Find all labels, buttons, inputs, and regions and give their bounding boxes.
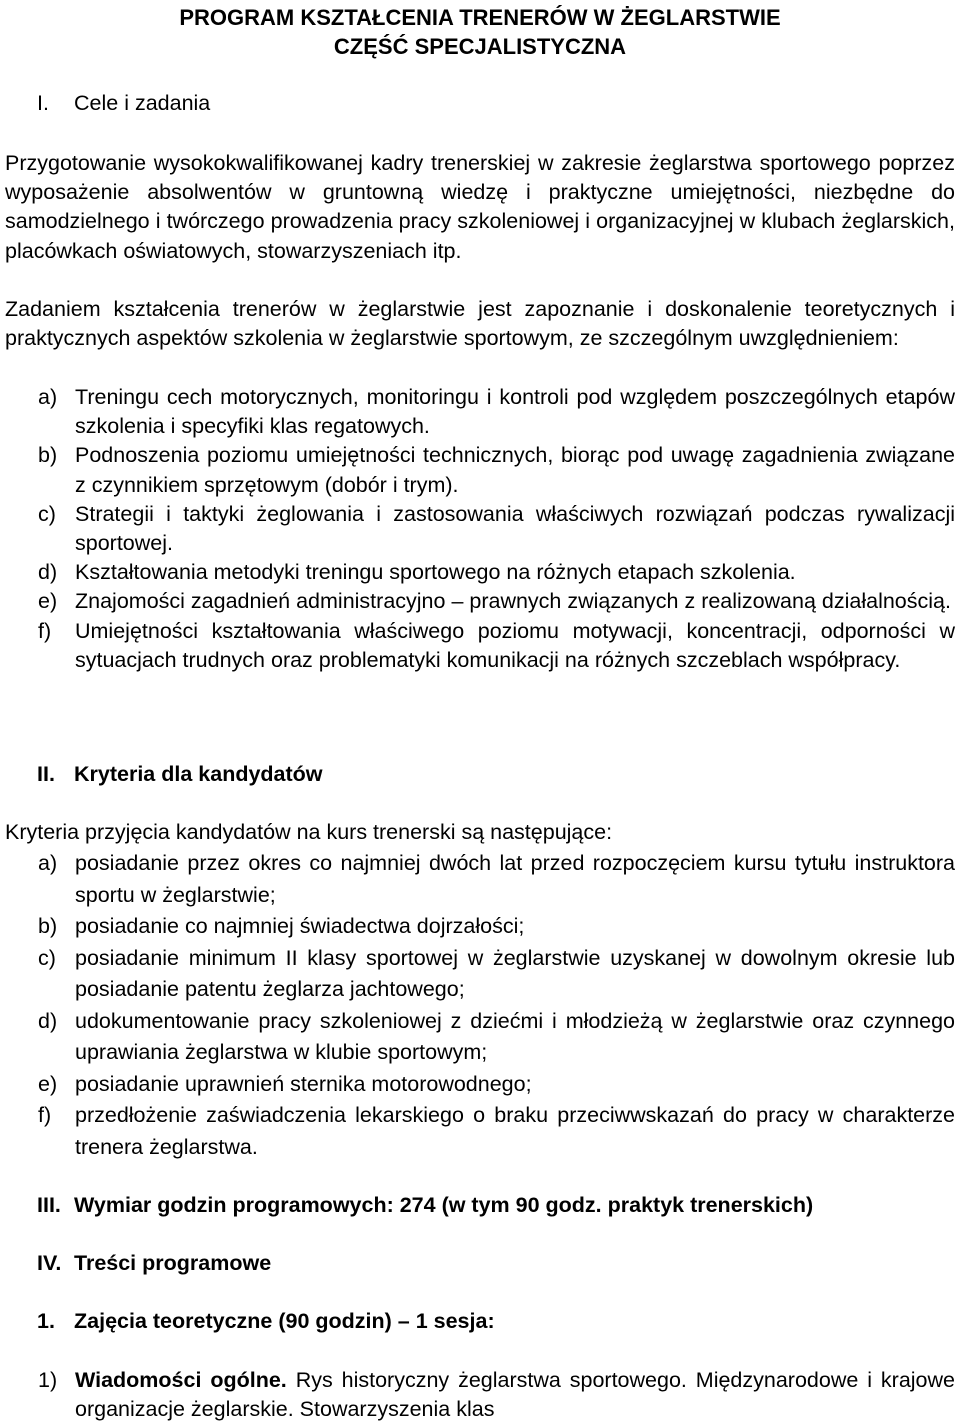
list-item bbox=[5, 848, 955, 911]
list-item-letter: c) bbox=[38, 501, 56, 526]
list-item-text: posiadanie uprawnień sternika motorowodnego; bbox=[75, 1071, 532, 1096]
section-heading-criteria bbox=[37, 760, 323, 789]
list-item bbox=[5, 383, 955, 441]
page-title: PROGRAM KSZTAŁCENIA TRENERÓW W ŻEGLARSTWIE bbox=[179, 5, 781, 30]
section-title: Treści programowe bbox=[74, 1251, 272, 1275]
list-item-letter: b) bbox=[38, 443, 58, 468]
section-number: IV. bbox=[37, 1251, 62, 1275]
subsection-title: Zajęcia teoretyczne (90 godzin) – 1 sesja: bbox=[74, 1309, 495, 1333]
subsection-heading-theory bbox=[37, 1307, 495, 1336]
list-item-letter: d) bbox=[38, 1008, 58, 1033]
list-item bbox=[5, 441, 955, 499]
list-item-text: posiadanie przez okres co najmniej dwóch lat przed rozpoczęciem kursu tytułu instruktora sportu w żeglarstwie; bbox=[75, 851, 955, 907]
list-item-text: Treningu cech motorycznych, monitoringu i kontroli pod względem poszczególnych etapów szkolenia i specyfiki klas regatowych. bbox=[75, 385, 955, 439]
section-number: II. bbox=[37, 762, 55, 786]
list-item-letter: a) bbox=[38, 851, 58, 875]
criteria-intro: Kryteria przyjęcia kandydatów na kurs trenerski są następujące: bbox=[5, 820, 613, 844]
list-item bbox=[5, 1006, 955, 1069]
list-item-letter: e) bbox=[38, 1071, 58, 1096]
list-item-letter: b) bbox=[38, 914, 58, 938]
list-item-text: Umiejętności kształtowania właściwego poziomu motywacji, koncentracji, odporności w sytuacjach trudnych oraz problematyki komunikacji na różnych szczeblach współpracy. bbox=[75, 618, 955, 672]
list-item bbox=[5, 1366, 955, 1424]
list-item-letter: a) bbox=[38, 385, 58, 409]
list-item bbox=[5, 617, 955, 675]
list-item-letter: f) bbox=[38, 1103, 52, 1127]
list-item bbox=[5, 911, 955, 943]
list-item-number: 1) bbox=[38, 1368, 58, 1392]
list-item bbox=[5, 558, 955, 587]
list-item-letter: c) bbox=[38, 945, 56, 970]
list-item-letter: f) bbox=[38, 618, 52, 643]
section-number: III. bbox=[37, 1193, 61, 1217]
tasks-list bbox=[5, 383, 955, 675]
list-item bbox=[5, 1069, 955, 1101]
section-heading-goals bbox=[37, 89, 210, 118]
list-item bbox=[5, 587, 955, 616]
list-item-text: przedłożenie zaświadczenia lekarskiego o braku przeciwwskazań do pracy w charakterze trenera żeglarstwa. bbox=[75, 1103, 955, 1159]
topic-text: Rys historyczny żeglarstwa sportowego. Międzynarodowe i krajowe organizacje żeglarskie. Stowarzyszenia klas bbox=[75, 1368, 956, 1422]
section-title: Kryteria dla kandydatów bbox=[74, 762, 323, 786]
topics-list bbox=[5, 1366, 955, 1424]
list-item-letter: d) bbox=[38, 560, 58, 585]
list-item bbox=[5, 500, 955, 558]
list-item-text: Strategii i taktyki żeglowania i zastosowania właściwych rozwiązań podczas rywalizacji sportowej. bbox=[75, 501, 955, 556]
list-item-text: posiadanie minimum II klasy sportowej w żeglarstwie uzyskanej w dowolnym okresie lub posiadanie patentu żeglarza jachtowego; bbox=[75, 945, 955, 1001]
criteria-list bbox=[5, 848, 955, 1163]
list-item bbox=[5, 943, 955, 1006]
list-item-text: Znajomości zagadnień administracyjno – prawnych związanych z realizowaną działalnością. bbox=[75, 589, 951, 614]
section-heading-content bbox=[37, 1249, 271, 1278]
section-title: Cele i zadania bbox=[74, 91, 211, 115]
list-item-text: posiadanie co najmniej świadectwa dojrzałości; bbox=[75, 914, 525, 938]
goals-paragraph: Przygotowanie wysokokwalifikowanej kadry trenerskiej w zakresie żeglarstwa sportowego poprzez wyposażenie absolwentów w gruntowną wiedzę i praktyczne umiejętności, niezbędne do samodzielnego i twórczego prowadzenia pracy szkoleniowej i organizacyjnej w klubach żeglarskich, placówkach oświatowych, stowarzyszeniach itp. bbox=[5, 151, 955, 263]
tasks-paragraph: Zadaniem kształcenia trenerów w żeglarstwie jest zapoznanie i doskonalenie teoretycznych i praktycznych aspektów szkolenia w żeglarstwie sportowym, ze szczególnym uwzględnieniem: bbox=[5, 297, 955, 351]
section-title: Wymiar godzin programowych: 274 (w tym 90 godz. praktyk trenerskich) bbox=[74, 1193, 814, 1217]
section-heading-hours bbox=[37, 1191, 813, 1220]
list-item-letter: e) bbox=[38, 589, 58, 614]
topic-title: Wiadomości ogólne. bbox=[75, 1368, 287, 1392]
list-item-text: udokumentowanie pracy szkoleniowej z dziećmi i młodzieżą w żeglarstwie oraz czynnego uprawiania żeglarstwa w klubie sportowym; bbox=[75, 1008, 955, 1064]
list-item-text: Kształtowania metodyki treningu sportowego na różnych etapach szkolenia. bbox=[75, 560, 796, 585]
section-number: I. bbox=[37, 91, 49, 115]
list-item bbox=[5, 1100, 955, 1163]
subsection-number: 1. bbox=[37, 1309, 55, 1333]
list-item-text: Podnoszenia poziomu umiejętności technicznych, biorąc pod uwagę zagadnienia związane z czynnikiem sprzętowym (dobór i trym). bbox=[75, 443, 955, 497]
page-subtitle: CZĘŚĆ SPECJALISTYCZNA bbox=[333, 34, 627, 59]
